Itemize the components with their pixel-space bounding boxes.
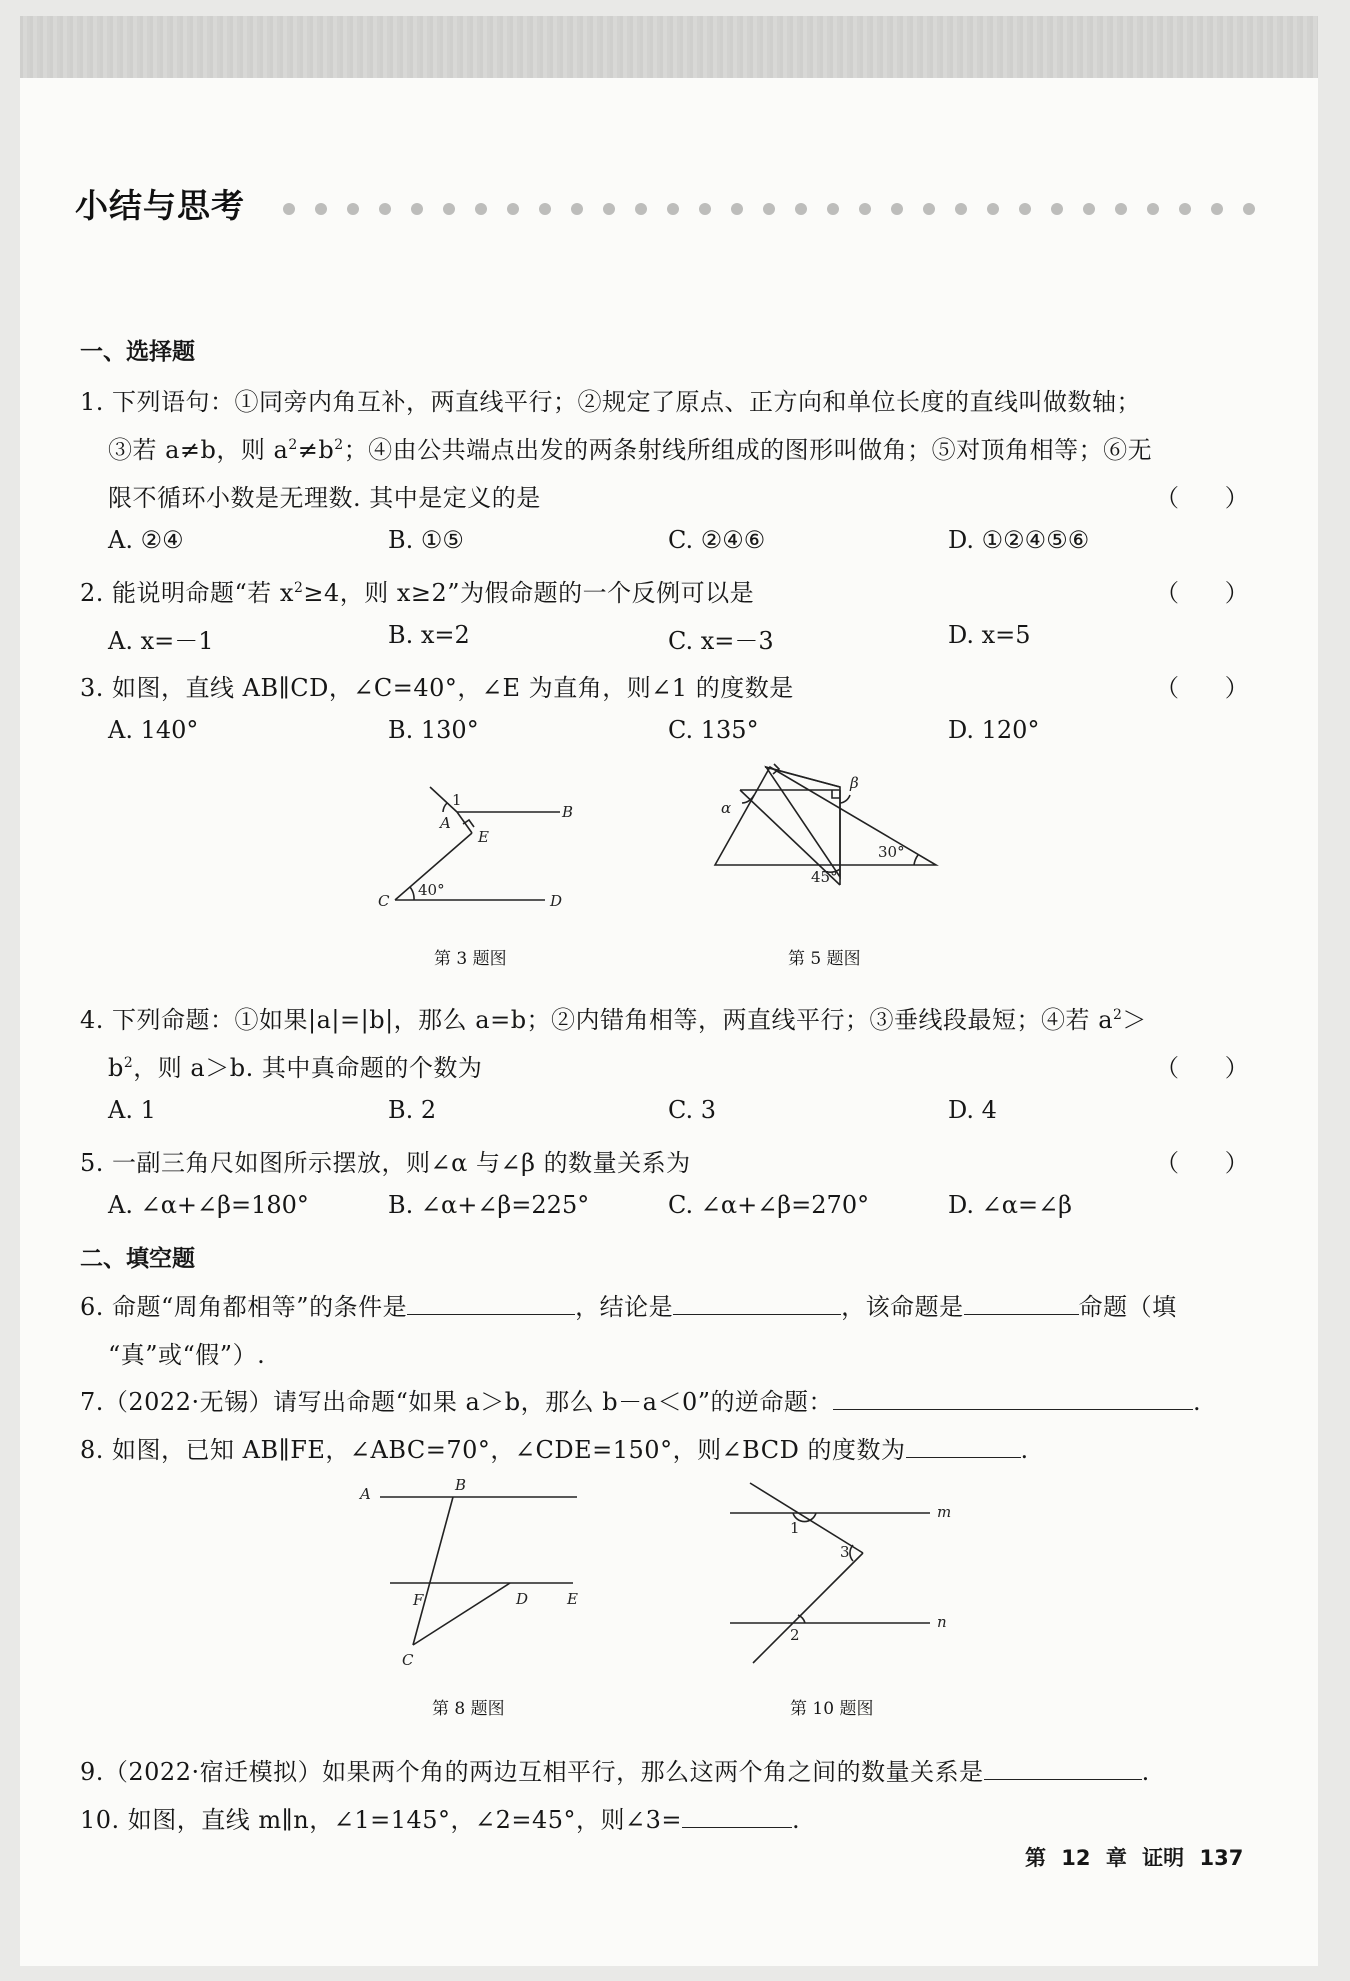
fig3-angle40-arc (410, 887, 414, 900)
section-fill-title: 二、填空题 (80, 1246, 195, 1272)
q2-answer-paren: （ ） (1155, 579, 1249, 607)
q6-blank-condition[interactable] (407, 1294, 575, 1315)
fig10-label-3: 3 (840, 1543, 850, 1561)
q4-option-c: C. 3 (668, 1096, 717, 1124)
q1-line1: 1. 下列语句：①同旁内角互补，两直线平行；②规定了原点、正方向和单位长度的直线叫做数轴； (80, 388, 1142, 416)
q1-line2 (108, 430, 1152, 465)
q4-answer-paren: （ ） (1155, 1054, 1249, 1082)
q3-option-b: B. 130° (388, 716, 479, 744)
fig8-label-c: C (402, 1651, 414, 1669)
q2-option-d: D. x=5 (948, 621, 1031, 649)
q10-line (80, 1800, 800, 1835)
q5-line: 5. 一副三角尺如图所示摆放，则∠α 与∠β 的数量关系为 (80, 1149, 691, 1177)
document-page (20, 16, 1318, 1966)
q7-part-b: . (1193, 1388, 1202, 1416)
fig8-label-b: B (455, 1476, 467, 1494)
q4-part-a: 4. 下列命题：①如果|a|=|b|，那么 a=b；②内错角相等，两直线平行；③垂线段最短；④若 a (80, 1006, 1113, 1034)
q4-part-d: ，则 a＞b. 其中真命题的个数为 (133, 1054, 483, 1082)
top-gray-band (20, 16, 1318, 78)
q5-option-a: A. ∠α+∠β=180° (108, 1191, 309, 1219)
q6-line1 (80, 1287, 1177, 1322)
q1-line2-part-a: ③若 a≠b，则 a (108, 436, 289, 464)
q2-line (80, 573, 754, 608)
page-heading: 小结与思考 (75, 186, 245, 225)
q8-part-b: . (1020, 1436, 1029, 1464)
q10-part-b: . (792, 1806, 801, 1834)
figure-5-caption: 第 5 题图 (788, 949, 861, 969)
q1-option-b: B. ①⑤ (388, 526, 464, 554)
fig3-label-1: 1 (452, 791, 462, 809)
fig3-label-40: 40° (418, 881, 445, 899)
footer-title: 证明 (1142, 1846, 1185, 1870)
q4-line2 (108, 1048, 482, 1083)
figure-8 (355, 1475, 600, 1675)
fig10-label-m: m (937, 1503, 952, 1521)
fig10-angle2-arc (798, 1615, 805, 1623)
figure-10-caption: 第 10 题图 (790, 1699, 874, 1719)
fig8-label-f: F (413, 1591, 424, 1609)
q1-option-c: C. ②④⑥ (668, 526, 766, 554)
q4-line1 (80, 1000, 1147, 1035)
q1-line3: 限不循环小数是无理数. 其中是定义的是 (108, 484, 541, 512)
q6-line2: “真”或“假”）. (108, 1341, 266, 1369)
q1-sup-b: 2 (334, 437, 344, 453)
q1-option-a: A. ②④ (108, 526, 184, 554)
q2-part-b: ≥4，则 x≥2”为假命题的一个反例可以是 (303, 579, 755, 607)
fig5-label-alpha: α (721, 799, 732, 817)
q9-blank[interactable] (984, 1759, 1142, 1780)
page-footer (1025, 1842, 1243, 1872)
q4-option-a: A. 1 (108, 1096, 156, 1124)
fig8-label-a: A (360, 1485, 371, 1503)
q9-line (80, 1752, 1150, 1787)
q2-sup: 2 (293, 580, 304, 596)
q1-sup-a: 2 (288, 437, 298, 453)
fig5-right-angle-mid (832, 790, 840, 798)
fig5-label-beta: β (850, 774, 859, 792)
q3-option-a: A. 140° (108, 716, 199, 744)
q3-option-d: D. 120° (948, 716, 1040, 744)
footer-page-number: 137 (1199, 1846, 1244, 1870)
q5-option-b: B. ∠α+∠β=225° (388, 1191, 590, 1219)
fig3-label-b: B (562, 803, 574, 821)
q1-line2-part-c: ；④由公共端点出发的两条射线所组成的图形叫做角；⑤对顶角相等；⑥无 (343, 436, 1153, 464)
q2-part-a: 2. 能说明命题“若 x (80, 579, 294, 607)
fig5-label-30: 30° (878, 843, 905, 861)
q10-blank[interactable] (682, 1807, 792, 1828)
fig10-label-1: 1 (790, 1519, 800, 1537)
q5-option-c: C. ∠α+∠β=270° (668, 1191, 870, 1219)
fig5-label-45: 45° (811, 868, 838, 886)
fig3-right-angle-mark (463, 820, 474, 827)
q1-line2-part-b: ≠b (297, 436, 335, 464)
q9-part-a: 9.（2022·宿迁模拟）如果两个角的两边互相平行，那么这两个角之间的数量关系是 (80, 1758, 984, 1786)
q6-blank-conclusion[interactable] (673, 1294, 841, 1315)
fig8-label-d: D (516, 1590, 529, 1608)
fig8-label-e: E (567, 1590, 578, 1608)
q4-sup-b: 2 (123, 1055, 134, 1071)
fig5-beta-arc (840, 795, 850, 803)
footer-chapter: 第 12 章 (1025, 1846, 1127, 1870)
fig3-label-e: E (478, 828, 489, 846)
q6-part-d: 命题（填 (1078, 1293, 1177, 1321)
fig3-label-c: C (378, 892, 390, 910)
section-choice-title: 一、选择题 (80, 339, 195, 365)
fig3-label-d: D (550, 892, 563, 910)
q6-part-a: 6. 命题“周角都相等”的条件是 (80, 1293, 408, 1321)
q2-option-c: C. x=－3 (668, 627, 774, 655)
fig10-label-2: 2 (790, 1626, 800, 1644)
q2-option-b: B. x=2 (388, 621, 470, 649)
fig3-label-a: A (440, 814, 451, 832)
q4-sup-a: 2 (1113, 1007, 1123, 1023)
q8-part-a: 8. 如图，已知 AB∥FE，∠ABC=70°，∠CDE=150°，则∠BCD 的度数为 (80, 1436, 906, 1464)
figure-10 (715, 1475, 975, 1680)
q7-part-a: 7.（2022·无锡）请写出命题“如果 a＞b，那么 b－a＜0”的逆命题： (80, 1388, 834, 1416)
q1-answer-paren: （ ） (1155, 484, 1249, 512)
q8-line (80, 1430, 1029, 1465)
q3-option-c: C. 135° (668, 716, 759, 744)
q3-line: 3. 如图，直线 AB∥CD，∠C=40°，∠E 为直角，则∠1 的度数是 (80, 674, 794, 702)
fig10-lower-ray (753, 1553, 863, 1663)
heading-dots-decoration (283, 200, 1303, 214)
q7-line (80, 1382, 1201, 1417)
figure-3 (370, 775, 600, 925)
q1-option-d: D. ①②④⑤⑥ (948, 526, 1090, 554)
heading-row (75, 180, 1300, 230)
q8-blank[interactable] (906, 1437, 1021, 1458)
q6-part-b: ，结论是 (575, 1293, 674, 1321)
q4-part-b: ＞ (1122, 1006, 1147, 1034)
figure-8-caption: 第 8 题图 (432, 1699, 505, 1719)
figure-3-caption: 第 3 题图 (434, 949, 507, 969)
fig3-angle1-arc (443, 803, 447, 812)
q6-blank-truth[interactable] (964, 1294, 1079, 1315)
q4-part-c: b (108, 1054, 124, 1082)
q5-answer-paren: （ ） (1155, 1149, 1249, 1177)
q9-part-b: . (1141, 1758, 1150, 1786)
fig10-label-n: n (937, 1613, 947, 1631)
q5-option-d: D. ∠α=∠β (948, 1191, 1073, 1219)
q2-option-a: A. x=－1 (108, 627, 214, 655)
fig5-30-arc (914, 855, 918, 865)
q6-part-c: ，该命题是 (841, 1293, 964, 1321)
q10-part-a: 10. 如图，直线 m∥n，∠1=145°，∠2=45°，则∠3= (80, 1806, 683, 1834)
q7-blank[interactable] (833, 1389, 1193, 1410)
q4-option-b: B. 2 (388, 1096, 437, 1124)
q4-option-d: D. 4 (948, 1096, 997, 1124)
figure-5 (700, 755, 950, 925)
q3-answer-paren: （ ） (1155, 674, 1249, 702)
